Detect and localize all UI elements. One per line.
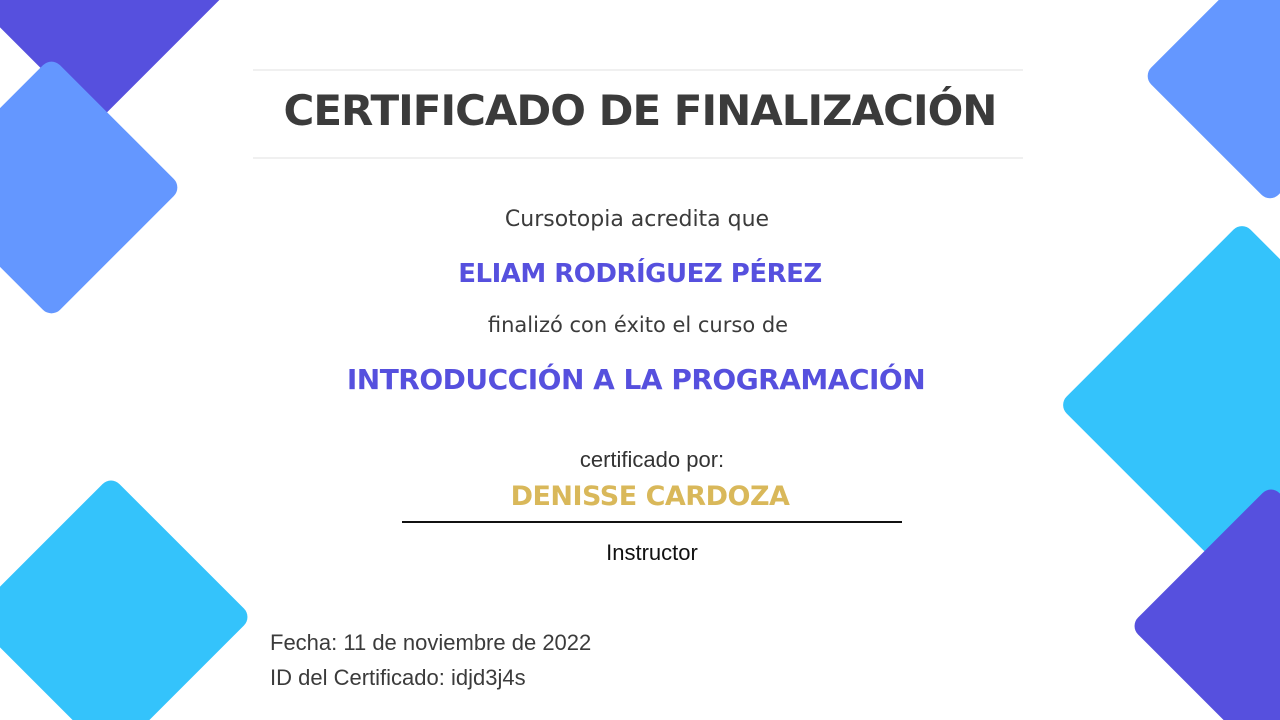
student-name: ELIAM RODRÍGUEZ PÉREZ (458, 259, 822, 289)
decor-diamond-bottom-left (0, 476, 252, 720)
title-rule-top (253, 69, 1023, 71)
completed-text: finalizó con éxito el curso de (487, 313, 789, 337)
certified-by-label: certificado por: (579, 447, 725, 472)
title-rule-bottom (253, 157, 1023, 159)
instructor-name: DENISSE CARDOZA (510, 481, 790, 512)
course-name: INTRODUCCIÓN A LA PROGRAMACIÓN (346, 363, 926, 396)
intro-text: Cursotopia acredita que (504, 207, 770, 232)
signature-line (402, 521, 902, 523)
certificate-date: Fecha: 11 de noviembre de 2022 (270, 630, 592, 655)
instructor-role: Instructor (606, 540, 698, 565)
certificate-id: ID del Certificado: idjd3j4s (270, 665, 526, 690)
certificate-title: CERTIFICADO DE FINALIZACIÓN (283, 86, 997, 135)
